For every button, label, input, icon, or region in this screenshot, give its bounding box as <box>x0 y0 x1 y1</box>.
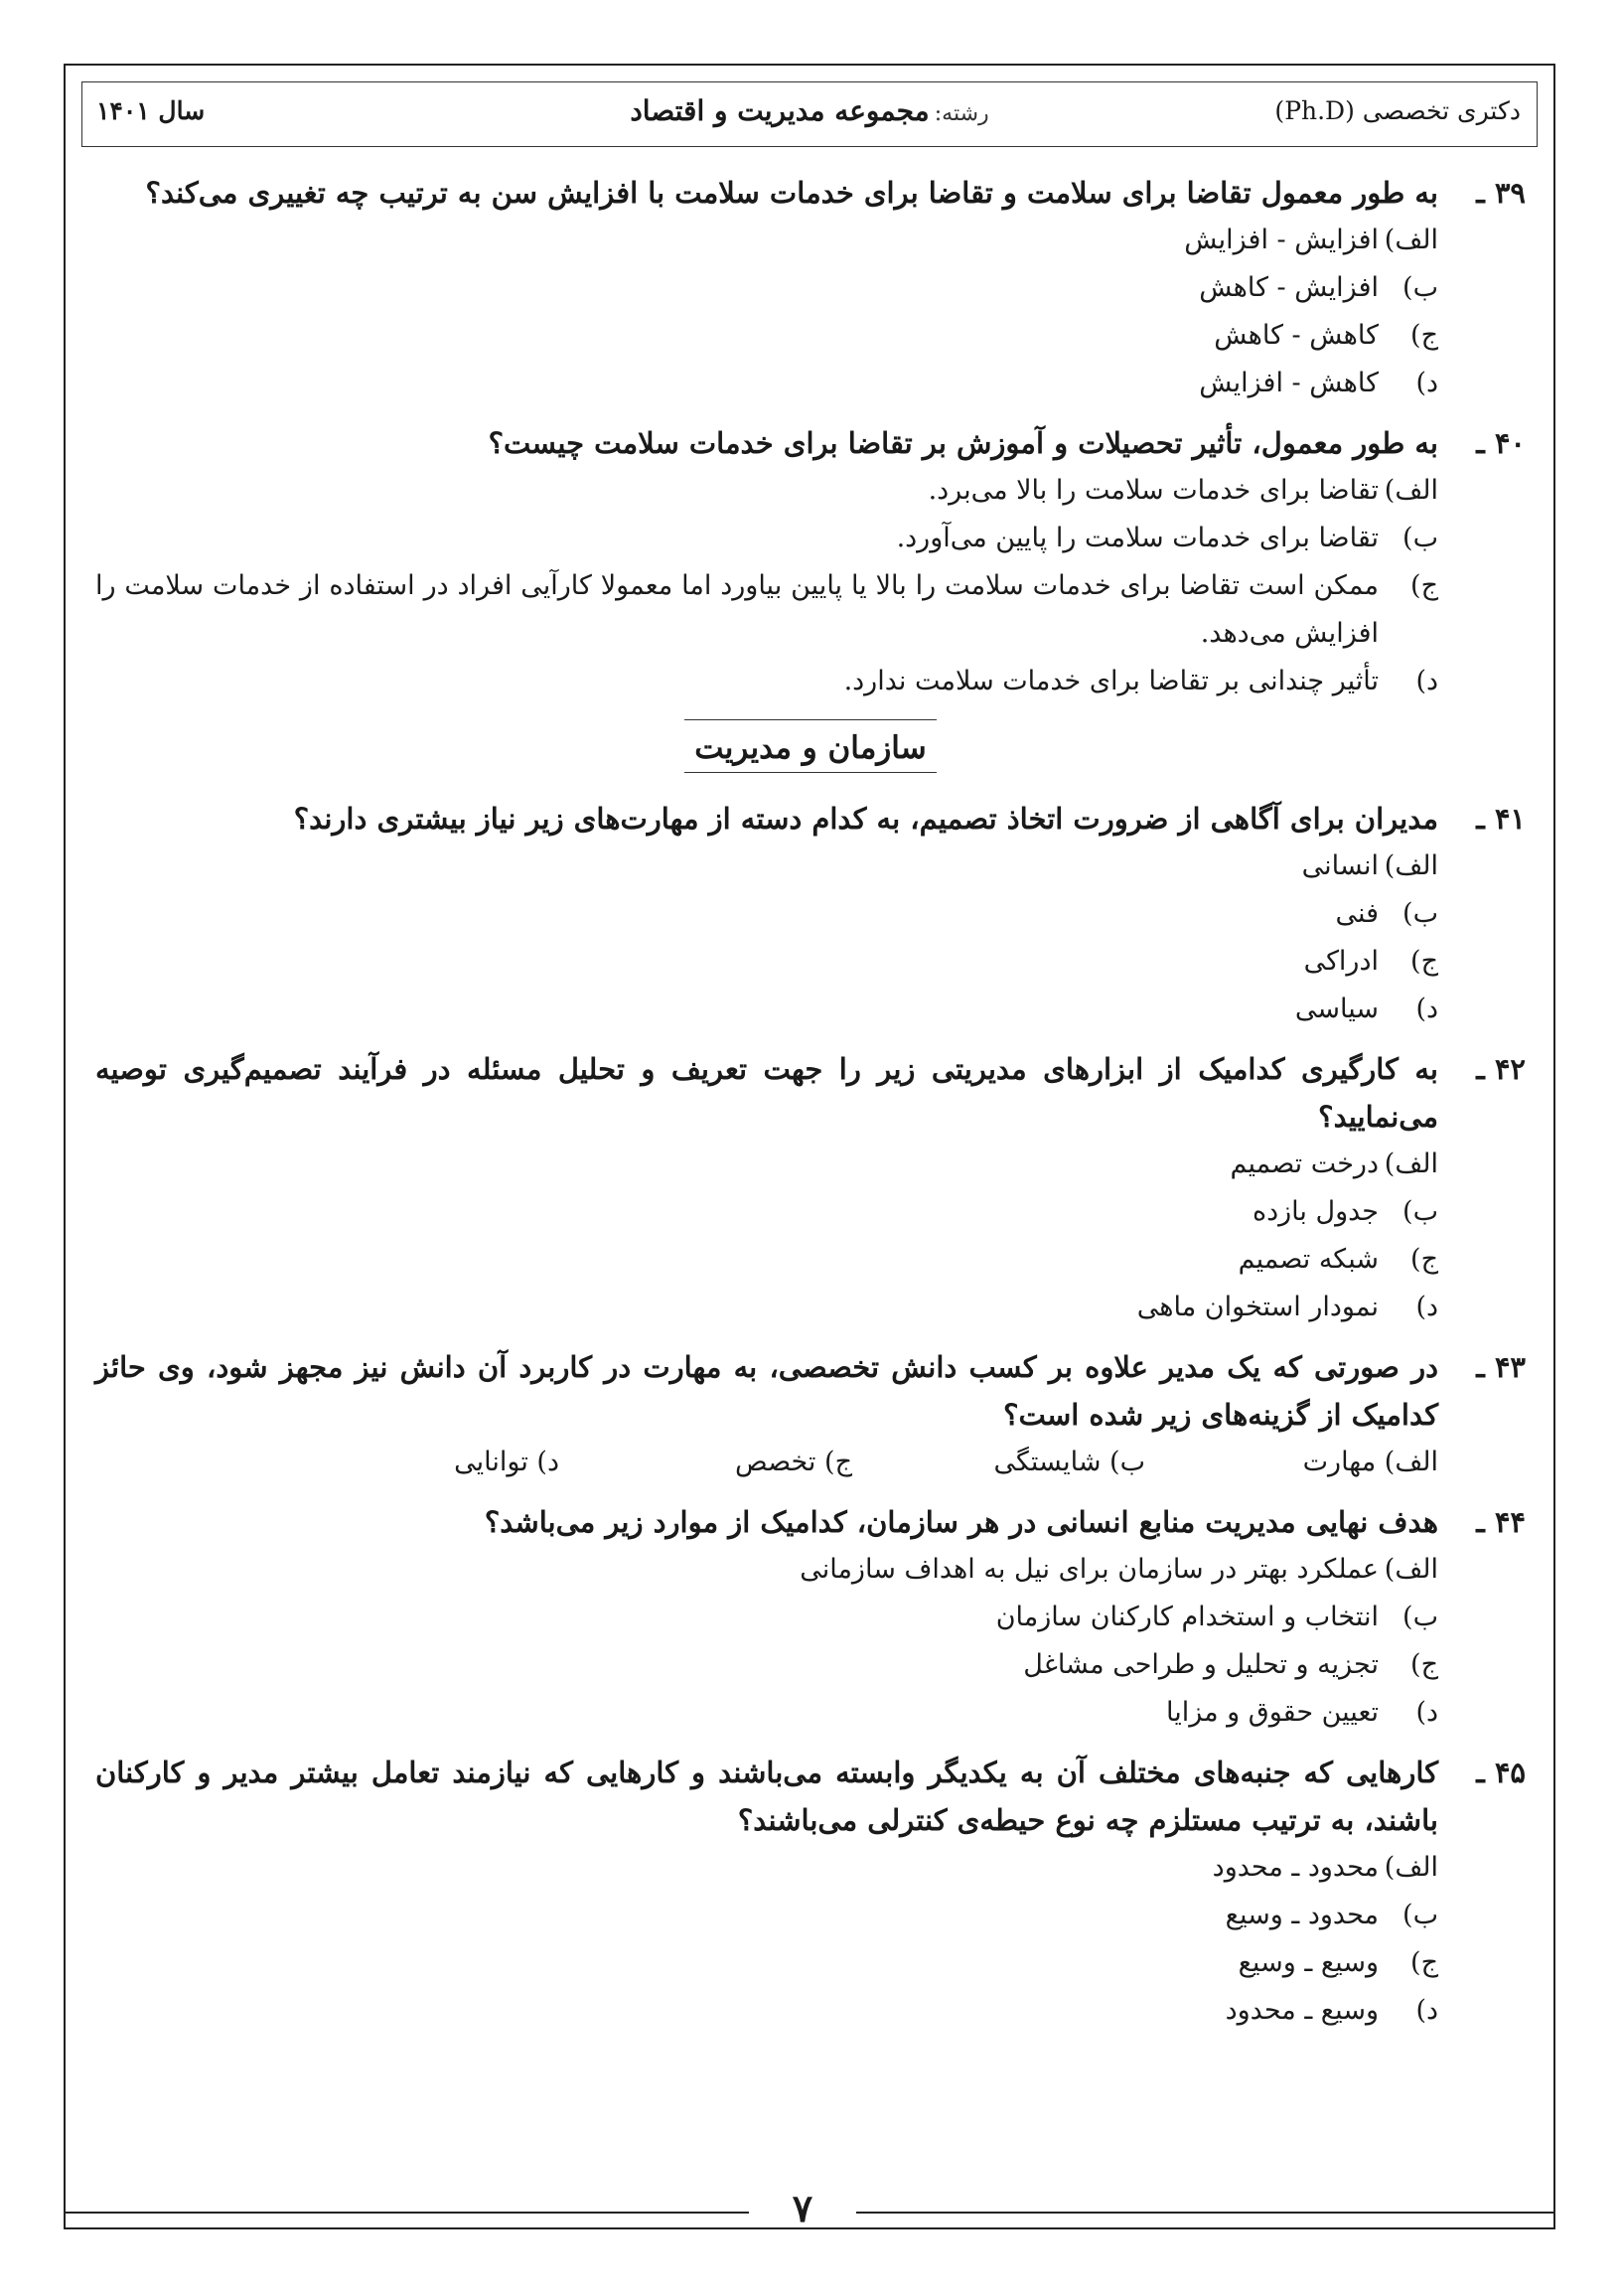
answer-option[interactable] <box>95 1689 1438 1737</box>
question-text: هدف نهایی مدیریت منابع انسانی در هر سازمان، کدامیک از موارد زیر می‌باشد؟ <box>484 1505 1438 1539</box>
field-label: رشته: <box>934 101 989 126</box>
option-label: ج) <box>1410 570 1438 601</box>
option-label: ج) <box>1410 320 1438 351</box>
option-label: د) <box>1415 1292 1438 1322</box>
option-label: ج) <box>1410 1244 1438 1275</box>
option-text: درخت تصمیم <box>1230 1148 1379 1179</box>
options-list <box>95 217 1526 407</box>
option-text: شبکه تصمیم <box>1238 1244 1379 1275</box>
answer-option[interactable] <box>95 1188 1438 1236</box>
question-text: در صورتی که یک مدیر علاوه بر کسب دانش تخصصی، به مهارت در کاربرد آن دانش نیز مجهز شود، وی حائز کدامیک از گزینه‌های زیر شده است؟ <box>95 1350 1438 1432</box>
question-number: ۴۵ ـ <box>1476 1756 1526 1789</box>
option-text: کاهش - افزایش <box>1199 368 1379 398</box>
option-label: د) <box>1415 1995 1438 2026</box>
answer-option[interactable] <box>95 1141 1438 1188</box>
question-stem <box>95 1045 1526 1141</box>
answer-option[interactable] <box>95 986 1438 1033</box>
option-c[interactable]: ج) تخصص <box>735 1447 852 1477</box>
answer-option[interactable] <box>95 360 1438 407</box>
option-text: تأثیر چندانی بر تقاضا برای خدمات سلامت ندارد. <box>843 666 1379 696</box>
question-number: ۴۴ ـ <box>1476 1505 1526 1539</box>
answer-option[interactable] <box>95 467 1438 515</box>
section-title: سازمان و مدیریت <box>684 719 936 773</box>
exam-content <box>95 169 1526 2047</box>
option-label: د) <box>1415 1697 1438 1728</box>
question-text: به کارگیری کدامیک از ابزارهای مدیریتی زیر را جهت تعریف و تحلیل مسئله در فرآیند تصمیم‌گیری توصیه می‌نمایید؟ <box>95 1052 1438 1134</box>
field-name: مجموعه مدیریت و اقتصاد <box>630 94 930 127</box>
option-label: ب) <box>1402 1196 1438 1227</box>
answer-option[interactable] <box>95 515 1438 562</box>
option-text: تعیین حقوق و مزایا <box>1165 1697 1379 1728</box>
question-item <box>95 419 1526 705</box>
answer-option[interactable] <box>95 1236 1438 1284</box>
question-number: ۴۲ ـ <box>1476 1052 1526 1086</box>
question-number: ۴۰ ـ <box>1476 426 1526 460</box>
option-label: ج) <box>1410 1947 1438 1978</box>
question-text: به طور معمول تقاضا برای سلامت و تقاضا برای خدمات سلامت با افزایش سن به ترتیب چه تغییری می‌کند؟ <box>145 176 1438 210</box>
option-label: د) <box>1415 368 1438 398</box>
question-text: مدیران برای آگاهی از ضرورت اتخاذ تصمیم، به کدام دسته از مهارت‌های زیر نیاز بیشتری دارند؟ <box>293 802 1438 836</box>
option-label: ب) <box>1402 523 1438 553</box>
exam-header <box>81 81 1538 147</box>
options-inline <box>95 1439 1526 1486</box>
options-list <box>95 1844 1526 2035</box>
option-a[interactable]: الف) مهارت <box>1302 1447 1438 1477</box>
question-group-hr <box>95 1498 1526 2035</box>
answer-option[interactable] <box>95 1844 1438 1892</box>
option-label: الف) <box>1384 1554 1438 1585</box>
question-item <box>95 1045 1526 1331</box>
option-label: د) <box>1415 994 1438 1024</box>
question-item <box>95 1498 1526 1737</box>
answer-option[interactable] <box>95 1987 1438 2035</box>
question-item <box>95 795 1526 1033</box>
option-label: ج) <box>1410 946 1438 977</box>
option-text: انسانی <box>1301 850 1379 881</box>
option-text: محدود ـ وسیع <box>1225 1900 1379 1930</box>
option-label: الف) <box>1384 850 1438 881</box>
question-43 <box>95 1343 1526 1486</box>
question-stem <box>95 419 1526 467</box>
answer-option[interactable] <box>95 842 1438 890</box>
options-list <box>95 842 1526 1033</box>
question-number: ۴۱ ـ <box>1476 802 1526 836</box>
option-text: فنی <box>1335 898 1379 929</box>
option-text: وسیع ـ محدود <box>1225 1995 1379 2026</box>
answer-option[interactable] <box>95 1939 1438 1987</box>
question-number: ۴۳ ـ <box>1476 1350 1526 1384</box>
option-label: ب) <box>1402 1602 1438 1632</box>
question-stem <box>95 795 1526 842</box>
question-item <box>95 1749 1526 2035</box>
option-text: وسیع ـ وسیع <box>1238 1947 1379 1978</box>
options-list <box>95 1141 1526 1331</box>
question-stem <box>95 169 1526 217</box>
option-label: ج) <box>1410 1649 1438 1680</box>
option-text: ادراکی <box>1303 946 1379 977</box>
option-d[interactable]: د) توانایی <box>454 1447 559 1477</box>
question-text: کارهایی که جنبه‌های مختلف آن به یکدیگر وابسته می‌باشند و کارهایی که نیازمند تعامل بیشتر مدیر و کارکنان باشند، به ترتیب مستلزم چه نوع حیطه‌ی کنترلی می‌باشند؟ <box>95 1756 1438 1837</box>
option-text: تقاضا برای خدمات سلامت را بالا می‌برد. <box>928 475 1379 506</box>
exam-degree: دکتری تخصصی (Ph.D) <box>1274 96 1521 125</box>
answer-option[interactable] <box>95 1594 1438 1641</box>
question-stem <box>95 1498 1526 1546</box>
question-stem <box>95 1343 1526 1439</box>
option-text: ممکن است تقاضا برای خدمات سلامت را بالا یا پایین بیاورد اما معمولا کارآیی افراد در استفاده از خدمات سلامت را افزایش می‌دهد. <box>95 570 1379 649</box>
answer-option[interactable] <box>95 312 1438 360</box>
option-text: کاهش - کاهش <box>1214 320 1379 351</box>
option-text: عملکرد بهتر در سازمان برای نیل به اهداف سازمانی <box>800 1554 1379 1585</box>
question-text: به طور معمول، تأثیر تحصیلات و آموزش بر تقاضا برای خدمات سلامت چیست؟ <box>488 426 1438 460</box>
footer-rule-left <box>64 2212 749 2214</box>
footer-rule-right <box>856 2212 1555 2214</box>
answer-option[interactable] <box>95 264 1438 312</box>
question-number: ۳۹ ـ <box>1476 176 1526 210</box>
answer-option[interactable] <box>95 1641 1438 1689</box>
option-label: ب) <box>1402 272 1438 303</box>
option-b[interactable]: ب) شایستگی <box>993 1447 1145 1477</box>
options-list <box>95 467 1526 705</box>
option-text: تقاضا برای خدمات سلامت را پایین می‌آورد. <box>896 523 1379 553</box>
option-label: الف) <box>1384 1852 1438 1883</box>
option-text: محدود ـ محدود <box>1212 1852 1379 1883</box>
option-text: افزایش - کاهش <box>1199 272 1379 303</box>
option-label: الف) <box>1384 475 1438 506</box>
option-text: نمودار استخوان ماهی <box>1136 1292 1379 1322</box>
question-group-health <box>95 169 1526 705</box>
options-list <box>95 1546 1526 1737</box>
answer-option[interactable] <box>95 658 1438 705</box>
option-text: تجزیه و تحلیل و طراحی مشاغل <box>1023 1649 1379 1680</box>
option-label: الف) <box>1384 225 1438 255</box>
question-group-management <box>95 795 1526 1331</box>
option-text: سیاسی <box>1294 994 1379 1024</box>
answer-option[interactable] <box>95 562 1438 658</box>
answer-option[interactable] <box>95 217 1438 264</box>
option-text: انتخاب و استخدام کارکنان سازمان <box>995 1602 1379 1632</box>
answer-option[interactable] <box>95 1284 1438 1331</box>
answer-option[interactable] <box>95 1546 1438 1594</box>
option-text: افزایش - افزایش <box>1184 225 1379 255</box>
option-label: الف) <box>1384 1148 1438 1179</box>
option-label: ب) <box>1402 1900 1438 1930</box>
option-label: د) <box>1415 666 1438 696</box>
page-number: ۷ <box>792 2186 813 2230</box>
answer-option[interactable] <box>95 1892 1438 1939</box>
question-item <box>95 169 1526 407</box>
answer-option[interactable] <box>95 890 1438 938</box>
answer-option[interactable] <box>95 938 1438 986</box>
section-heading-wrap <box>95 719 1526 773</box>
option-text: جدول بازده <box>1252 1196 1379 1227</box>
question-stem <box>95 1749 1526 1844</box>
exam-year: سال ۱۴۰۱ <box>96 96 206 125</box>
option-label: ب) <box>1402 898 1438 929</box>
